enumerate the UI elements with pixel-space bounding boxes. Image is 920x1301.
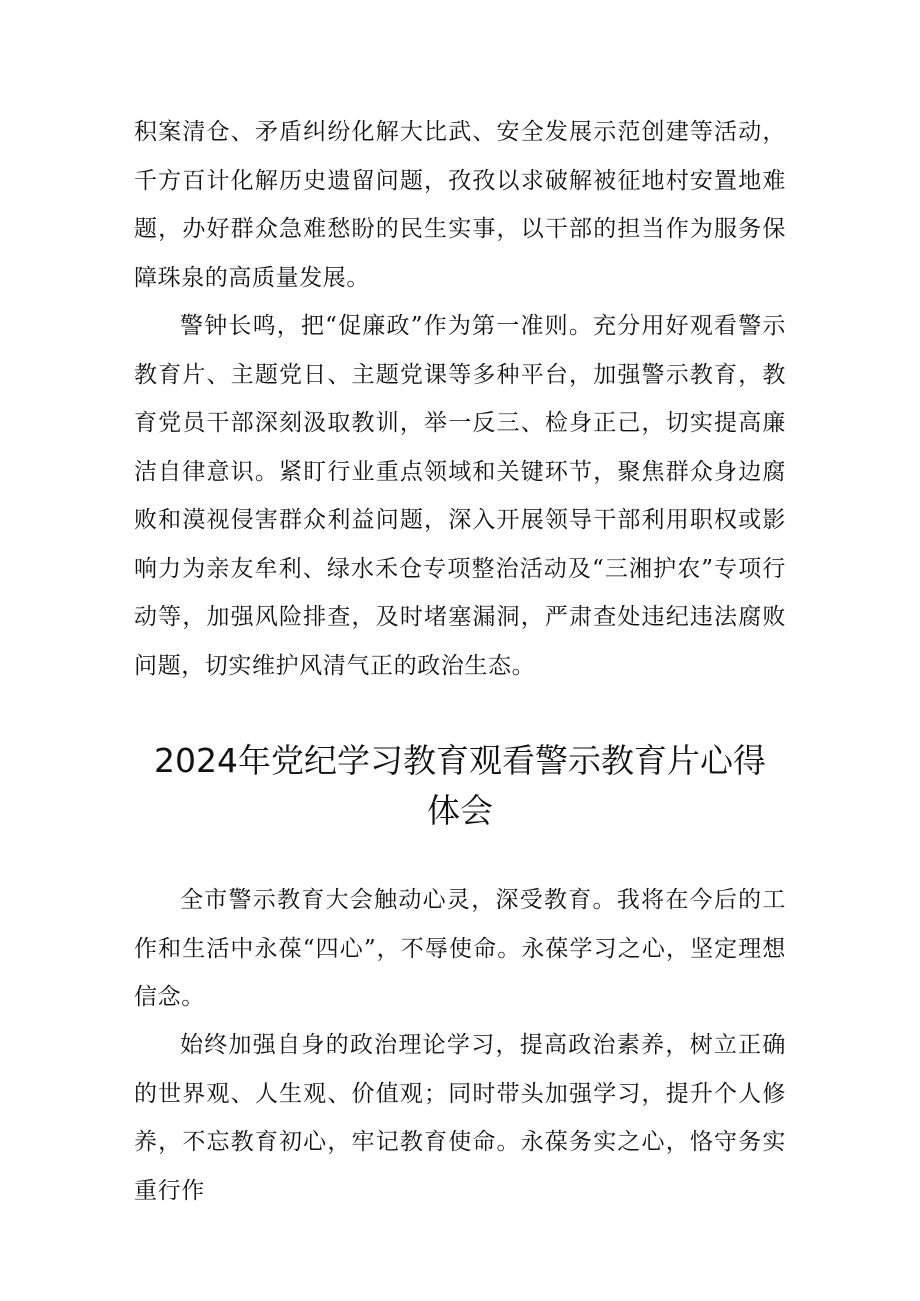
- paragraph-study: 始终加强自身的政治理论学习，提高政治素养，树立正确的世界观、人生观、价值观；同时带头加强学习，提升个人修养，不忘教育初心，牢记教育使命。永葆务实之心，恪守务实重行作: [134, 1032, 786, 1204]
- paragraph-intro: 全市警示教育大会触动心灵，深受教育。我将在今后的工作和生活中永葆“四心”，不辱使命。永葆学习之心，坚定理想信念。: [134, 887, 786, 1010]
- document-title: 2024年党纪学习教育观看警示教育片心得体会: [154, 741, 766, 830]
- paragraph-continued: 积案清仓、矛盾纠纷化解大比武、安全发展示范创建等活动，千方百计化解历史遗留问题，孜孜以求破解被征地村安置地难题，办好群众急难愁盼的民生实事，以干部的担当作为服务保障珠泉的高质量发展。: [134, 119, 786, 291]
- paragraph-integrity: 警钟长鸣，把“促廉政”作为第一准则。充分用好观看警示教育片、主题党日、主题党课等多种平台，加强警示教育，教育党员干部深刻汲取教训，举一反三、检身正己，切实提高廉洁自律意识。紧盯行业重点领域和关键环节，聚焦群众身边腐败和漠视侵害群众利益问题，深入开展领导干部利用职权或影响力为亲友牟利、绿水禾仓专项整治活动及“三湘护农”专项行动等，加强风险排查，及时堵塞漏洞，严肃查处违纪违法腐败问题，切实维护风清气正的政治生态。: [134, 313, 786, 679]
